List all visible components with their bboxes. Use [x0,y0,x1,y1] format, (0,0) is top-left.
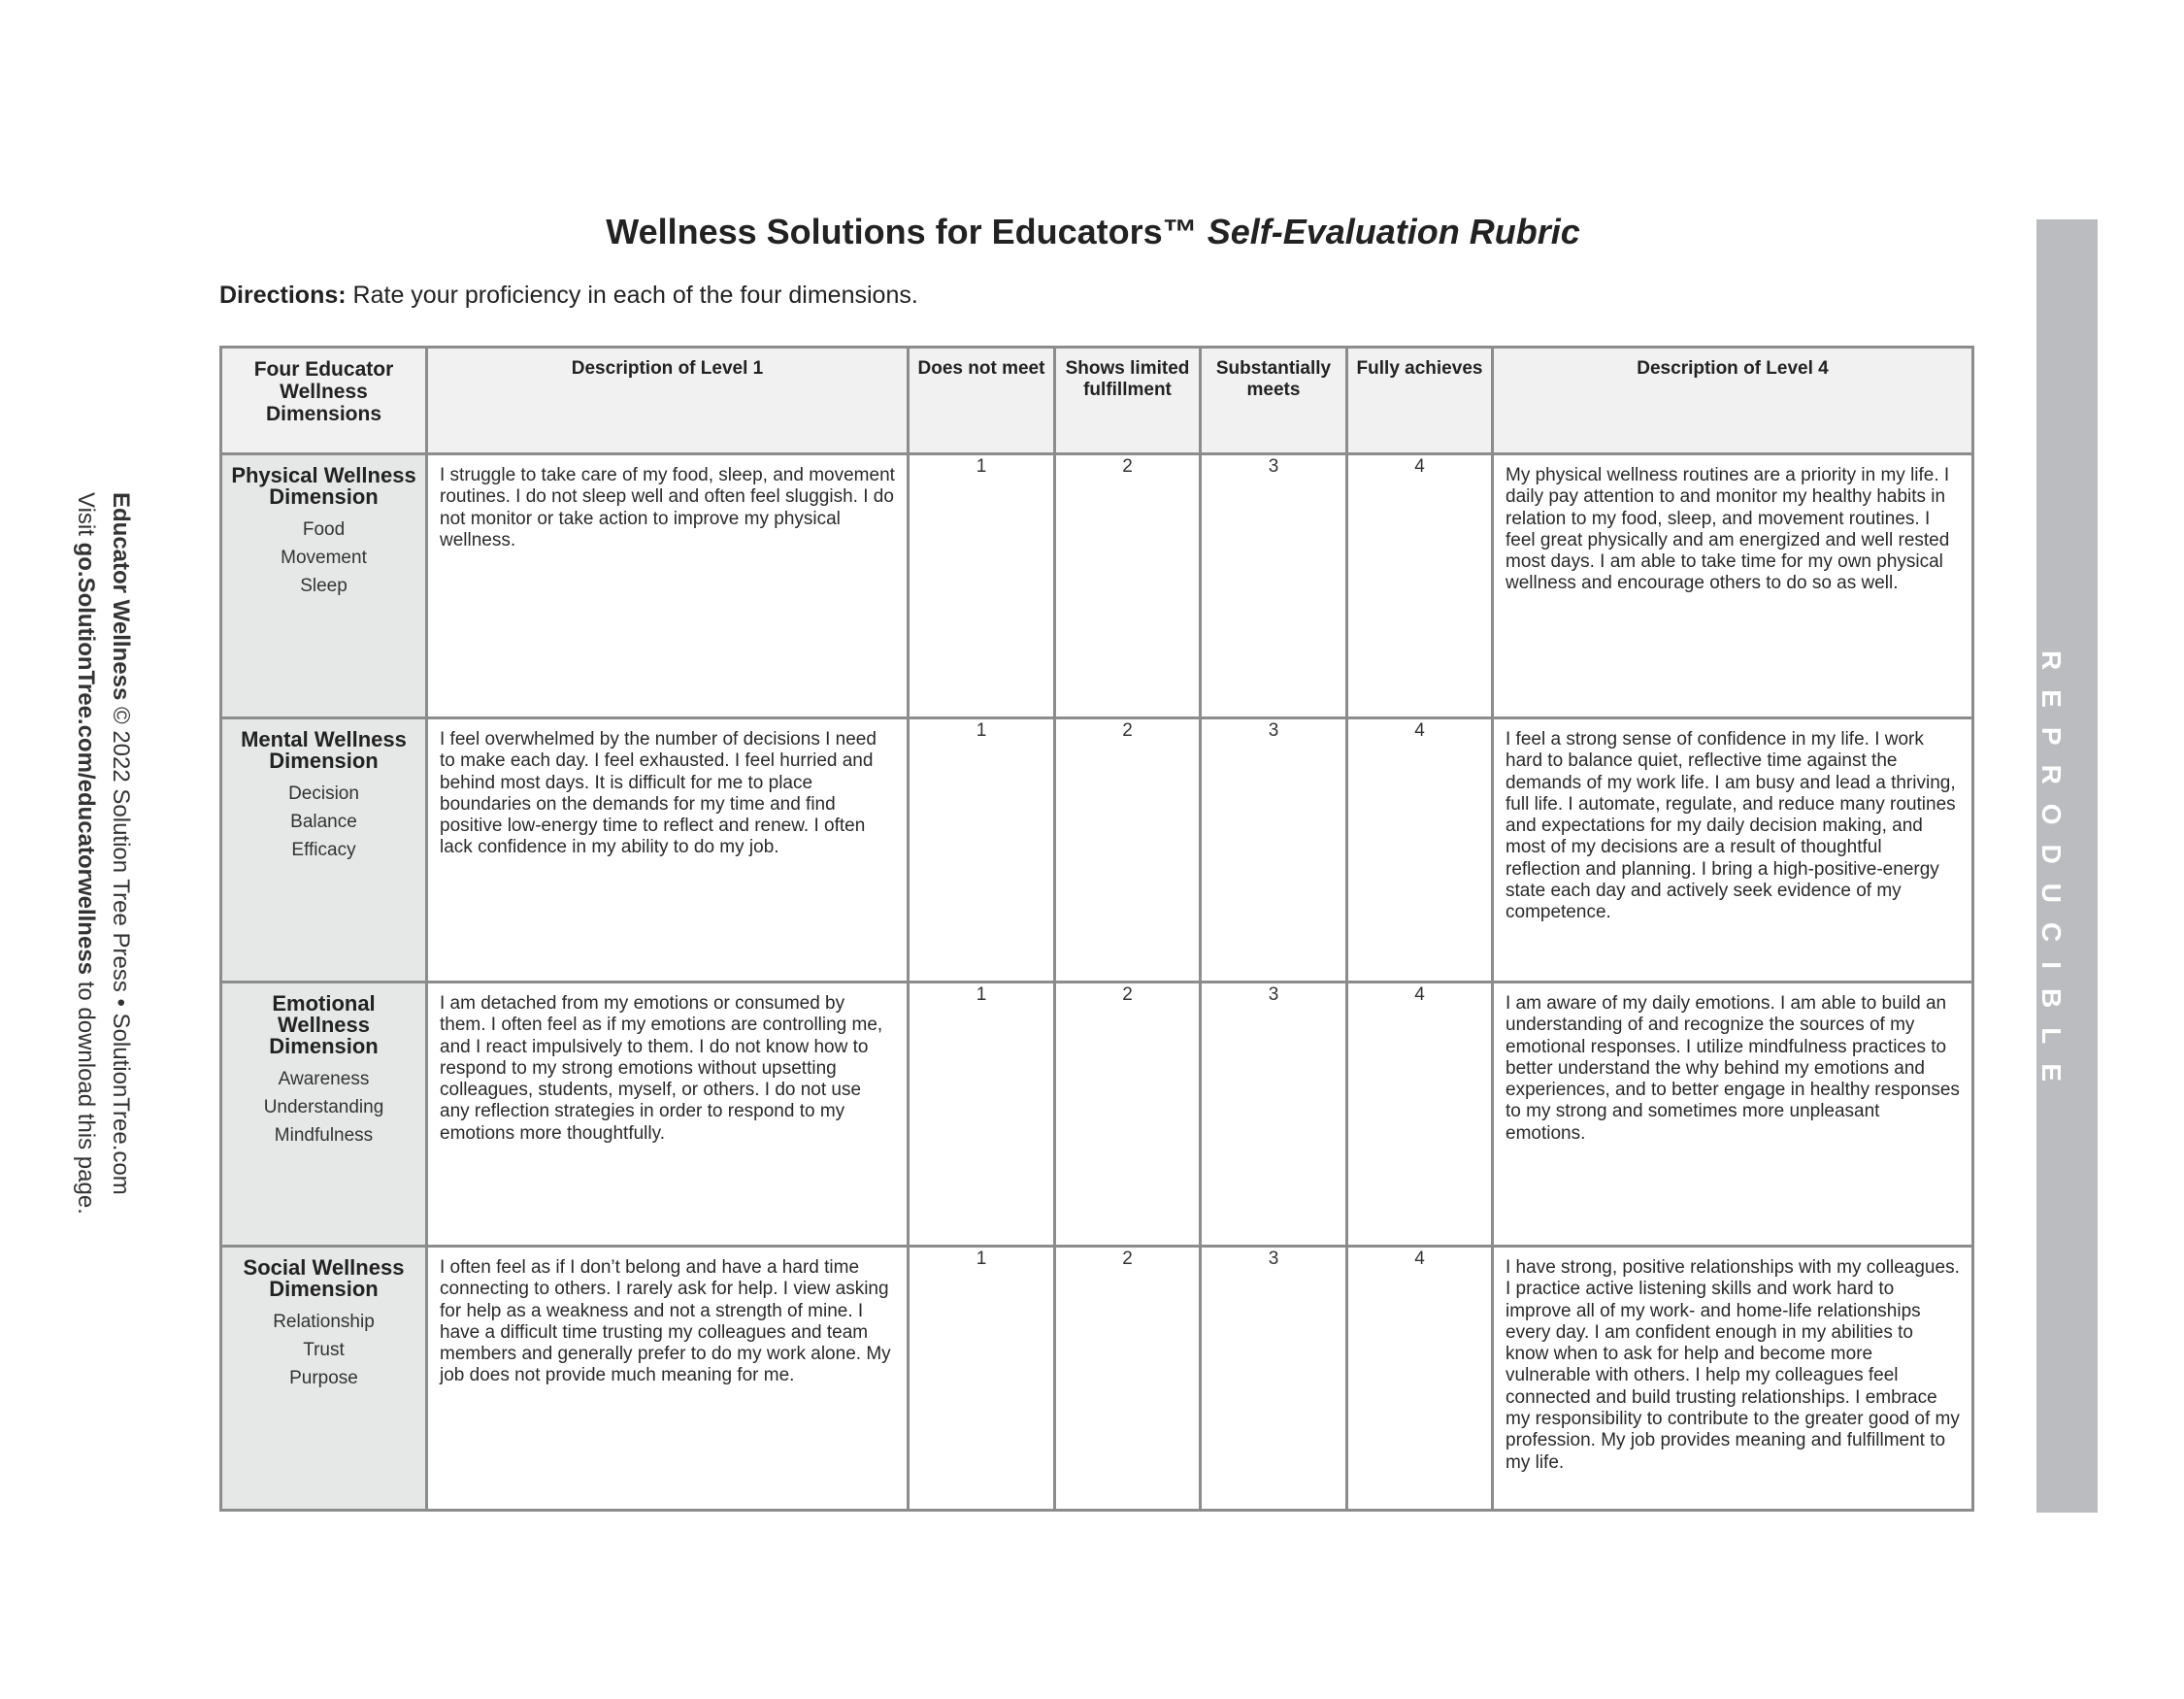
dimension-sub: Efficacy [291,840,356,860]
header-level4: Description of Level 4 [1493,348,1973,454]
header-substantially-meets: Substantially meets [1201,348,1347,454]
score-4[interactable]: 4 [1347,1247,1493,1511]
dimension-sub: Movement [281,548,367,568]
footer-download: to download this page. [73,981,99,1215]
dimension-sub: Trust [303,1340,345,1360]
directions [219,282,918,310]
score-1[interactable]: 1 [909,983,1055,1247]
footer-url-link[interactable]: go.SolutionTree.com/educatorwellness [73,542,99,976]
level1-description: I am detached from my emotions or consumed by them. I often feel as if my emotions are controlling me, and I react impulsively to them. I do not know how to respond to my strong emotions without upsetting colleagues, students, myself, or others. I do not use any reflection strategies in order to respond to my emotions more thoughtfully. [427,983,909,1247]
dimension-name: Physical Wellness Dimension [231,463,416,509]
table-row [221,718,1973,983]
level4-description: My physical wellness routines are a priority in my life. I daily pay attention to and monitor my healthy habits in relation to my food, sleep, and movement routines. I feel great physically and am energized and well rested most days. I am able to take time for my own physical wellness and encourage others to do so as well. [1493,454,1973,718]
score-3[interactable]: 3 [1201,1247,1347,1511]
score-1[interactable]: 1 [909,454,1055,718]
title-italic: Self-Evaluation Rubric [1207,212,1580,251]
dimension-name: Emotional Wellness Dimension [269,991,379,1058]
score-2[interactable]: 2 [1055,983,1201,1247]
score-4[interactable]: 4 [1347,718,1493,983]
directions-text: Rate your proficiency in each of the four dimensions. [352,282,918,309]
side-footer [68,492,138,1215]
level1-description: I feel overwhelmed by the number of decisions I need to make each day. I feel exhausted. I feel hurried and behind most days. It is difficult for me to place boundaries on the demands for my time and find positive low-energy time to reflect and renew. I often lack confidence in my ability to do my job. [427,718,909,983]
level1-description: I struggle to take care of my food, sleep, and movement routines. I do not sleep well and often feel sluggish. I do not monitor or take action to improve my physical wellness. [427,454,909,718]
page-title [219,212,1967,252]
table-row [221,454,1973,718]
footer-book-title: Educator Wellness [108,492,134,701]
dimension-cell [221,454,427,718]
dimension-sub: Decision [288,783,359,804]
footer-line-1 [103,492,138,1215]
score-4[interactable]: 4 [1347,454,1493,718]
dimension-sub: Sleep [300,576,347,596]
header-fully-achieves: Fully achieves [1347,348,1493,454]
score-3[interactable]: 3 [1201,718,1347,983]
header-shows-limited: Shows limited fulfillment [1055,348,1201,454]
score-1[interactable]: 1 [909,718,1055,983]
table-row [221,1247,1973,1511]
dimension-sub: Understanding [263,1097,384,1117]
dimension-sub: Relationship [273,1312,375,1332]
table-row [221,983,1973,1247]
rubric-table [219,346,1974,1512]
score-1[interactable]: 1 [909,1247,1055,1511]
dimension-cell [221,1247,427,1511]
level4-description: I have strong, positive relationships with my colleagues. I practice active listening skills and work hard to improve all of my work- and home-life relationships every day. I am confident enough in my abilities to know when to ask for help and become more vulnerable with others. I help my colleagues feel connected and build trusting relationships. I embrace my responsibility to contribute to the greater good of my profession. My job provides meaning and fulfillment to my life. [1493,1247,1973,1511]
score-2[interactable]: 2 [1055,718,1201,983]
dimension-cell [221,718,427,983]
dimension-sub: Mindfulness [274,1125,374,1146]
dimension-name: Social Wellness Dimension [243,1255,405,1301]
dimension-sub: Purpose [289,1368,358,1388]
level4-description: I feel a strong sense of confidence in my life. I work hard to balance quiet, reflective time against the demands of my work life. I am busy and lead a thriving, full life. I automate, regulate, and reduce many routines and expectations for my daily decision making, and most of my decisions are a result of thoughtful reflection and planning. I bring a high-positive-energy state each day and actively seek evidence of my competence. [1493,718,1973,983]
score-3[interactable]: 3 [1201,983,1347,1247]
footer-visit: Visit [73,492,99,536]
reproducible-label: REPRODUCIBLE [2036,650,2067,1102]
footer-copyright: © 2022 Solution Tree Press • SolutionTree.com [108,706,134,1195]
score-4[interactable]: 4 [1347,983,1493,1247]
header-dimensions: Four Educator Wellness Dimensions [221,348,427,454]
dimension-sub: Food [302,519,346,540]
directions-label: Directions: [219,282,347,309]
title-main: Wellness Solutions for Educators™ [606,212,1198,251]
header-row [221,348,1973,454]
header-does-not-meet: Does not meet [909,348,1055,454]
level4-description: I am aware of my daily emotions. I am able to build an understanding of and recognize the sources of my emotional responses. I utilize mindfulness practices to better understand the why behind my emotions and experiences, and to better engage in healthy responses to my strong and sometimes more unpleasant emotions. [1493,983,1973,1247]
score-3[interactable]: 3 [1201,454,1347,718]
header-level1: Description of Level 1 [427,348,909,454]
dimension-cell [221,983,427,1247]
dimension-name: Mental Wellness Dimension [241,727,407,773]
score-2[interactable]: 2 [1055,454,1201,718]
score-2[interactable]: 2 [1055,1247,1201,1511]
level1-description: I often feel as if I don’t belong and have a hard time connecting to others. I rarely ask for help. I view asking for help as a weakness and not a strength of mine. I have a difficult time trusting my colleagues and team members and generally prefer to do my work alone. My job does not provide much meaning for me. [427,1247,909,1511]
dimension-sub: Balance [290,812,357,832]
dimension-sub: Awareness [278,1069,370,1089]
footer-line-2 [68,492,103,1215]
